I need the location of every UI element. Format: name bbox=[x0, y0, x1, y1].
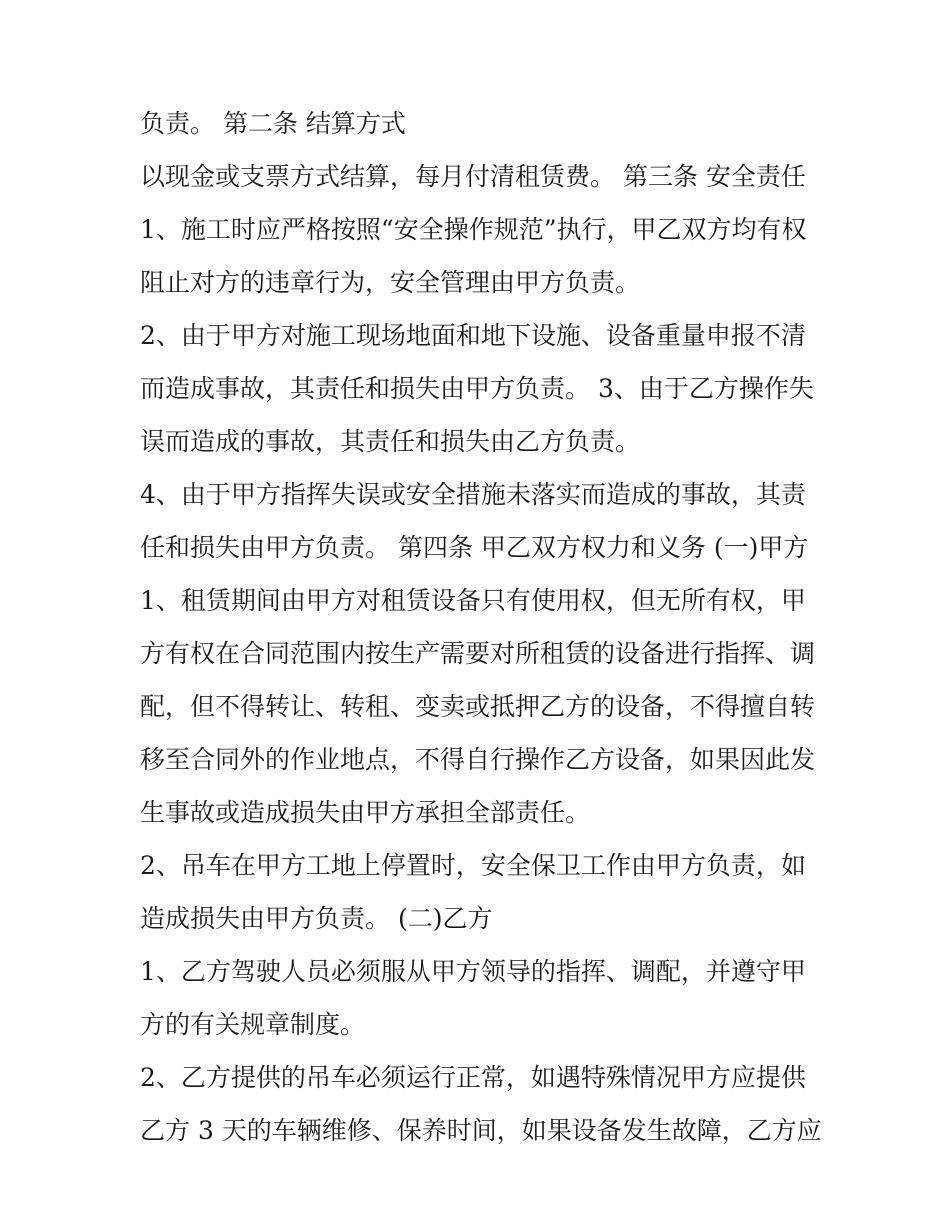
paragraph-settlement-heading bbox=[140, 106, 820, 141]
text-line: 2、由于甲方对施工现场地面和地下设施、设备重量申报不清 bbox=[140, 321, 806, 350]
text-line: 造成损失由甲方负责。 (二)乙方 bbox=[140, 904, 493, 933]
text-line: 2、乙方提供的吊车必须运行正常，如遇特殊情况甲方应提供 bbox=[140, 1063, 806, 1092]
paragraph-settlement-method bbox=[140, 159, 820, 194]
text-line: 生事故或造成损失由甲方承担全部责任。 bbox=[140, 798, 591, 827]
text-line: 而造成事故，其责任和损失由甲方负责。 3、由于乙方操作失 bbox=[140, 374, 814, 403]
text-line: 以现金或支票方式结算，每月付清租赁费。 第三条 安全责任 bbox=[140, 162, 806, 191]
paragraph-party-a-1 bbox=[140, 583, 820, 830]
paragraph-safety-4 bbox=[140, 477, 820, 565]
text-line: 移至合同外的作业地点，不得自行操作乙方设备，如果因此发 bbox=[140, 745, 816, 774]
text-line: 1、租赁期间由甲方对租赁设备只有使用权，但无所有权，甲 bbox=[140, 586, 806, 615]
text-line: 阻止对方的违章行为，安全管理由甲方负责。 bbox=[140, 268, 641, 297]
text-line: 乙方 3 天的车辆维修、保养时间，如果设备发生故障，乙方应 bbox=[140, 1116, 822, 1145]
paragraph-party-a-2 bbox=[140, 848, 820, 936]
contract-text bbox=[140, 106, 820, 1166]
text-line: 1、乙方驾驶人员必须服从甲方领导的指挥、调配，并遵守甲 bbox=[140, 957, 806, 986]
text-line: 1、施工时应严格按照“安全操作规范”执行，甲乙双方均有权 bbox=[140, 215, 807, 244]
text-line: 误而造成的事故，其责任和损失由乙方负责。 bbox=[140, 427, 641, 456]
text-line: 4、由于甲方指挥失误或安全措施未落实而造成的事故，其责 bbox=[140, 480, 806, 509]
paragraph-safety-2-3 bbox=[140, 318, 820, 459]
text-line: 方的有关规章制度。 bbox=[140, 1010, 366, 1039]
text-line: 2、吊车在甲方工地上停置时，安全保卫工作由甲方负责，如 bbox=[140, 851, 806, 880]
text-line: 方有权在合同范围内按生产需要对所租赁的设备进行指挥、调 bbox=[140, 639, 816, 668]
paragraph-party-b-2 bbox=[140, 1060, 820, 1148]
text-line: 负责。 第二条 结算方式 bbox=[140, 109, 406, 138]
paragraph-party-b-1 bbox=[140, 954, 820, 1042]
text-line: 配，但不得转让、转租、变卖或抵押乙方的设备，不得擅自转 bbox=[140, 692, 816, 721]
text-line: 任和损失由甲方负责。 第四条 甲乙双方权力和义务 (一)甲方 bbox=[140, 533, 809, 562]
paragraph-safety-1 bbox=[140, 212, 820, 300]
